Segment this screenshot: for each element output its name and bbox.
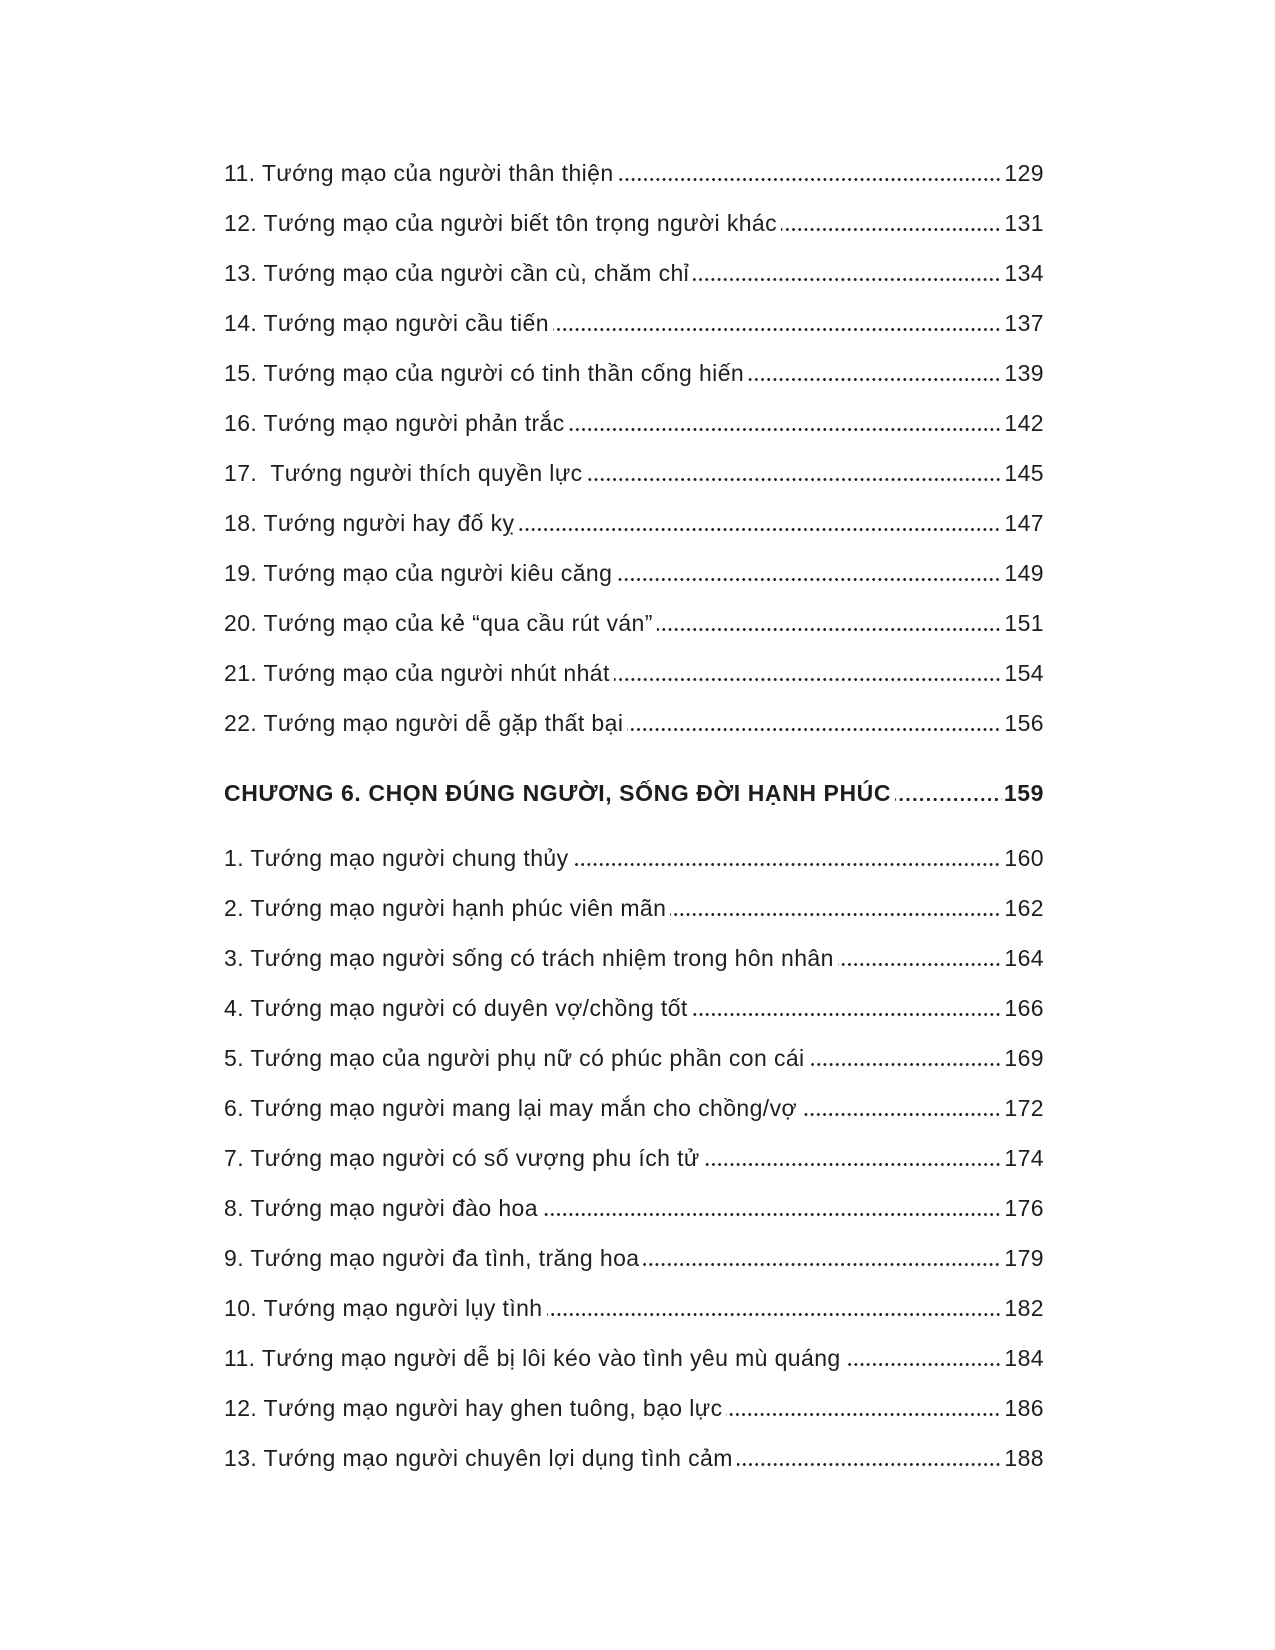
chapter-title: CHƯƠNG 6. CHỌN ĐÚNG NGƯỜI, SỐNG ĐỜI HẠNH PHÚC xyxy=(224,780,892,806)
toc-entry[interactable] xyxy=(224,406,1044,440)
toc-entry[interactable] xyxy=(224,1241,1044,1275)
toc-entry-page: 156 xyxy=(1004,710,1044,736)
toc-entry-page: 186 xyxy=(1004,1395,1044,1421)
toc-entry-page: 149 xyxy=(1004,560,1044,586)
toc-entry-page: 162 xyxy=(1004,895,1044,921)
toc-entry-page: 129 xyxy=(1004,160,1044,186)
toc-entry-title: 22. Tướng mạo người dễ gặp thất bại xyxy=(224,710,624,736)
dot-leader xyxy=(726,1413,1002,1416)
toc-entry-title: 12. Tướng mạo người hay ghen tuông, bạo lực xyxy=(224,1395,723,1421)
toc-entry-page: 160 xyxy=(1004,845,1044,871)
dot-leader xyxy=(614,678,1003,681)
dot-leader xyxy=(587,478,1003,481)
toc-entry[interactable] xyxy=(224,1091,1044,1125)
dot-leader xyxy=(801,1113,1002,1116)
toc-entry-title: 20. Tướng mạo của kẻ “qua cầu rút ván” xyxy=(224,610,653,636)
toc-entry-title: 19. Tướng mạo của người kiêu căng xyxy=(224,560,613,586)
dot-leader xyxy=(627,728,1002,731)
toc-entry-title: 7. Tướng mạo người có số vượng phu ích tử xyxy=(224,1145,700,1171)
toc-entry[interactable] xyxy=(224,156,1044,190)
toc-entry[interactable] xyxy=(224,1291,1044,1325)
dot-leader xyxy=(704,1163,1003,1166)
toc-entry-title: 2. Tướng mạo người hạnh phúc viên mãn xyxy=(224,895,667,921)
toc-entry-page: 169 xyxy=(1004,1045,1044,1071)
toc-entry-page: 142 xyxy=(1004,410,1044,436)
toc-entry[interactable] xyxy=(224,306,1044,340)
toc-entry-title: 21. Tướng mạo của người nhút nhát xyxy=(224,660,610,686)
dot-leader xyxy=(692,1013,1003,1016)
toc-entry[interactable] xyxy=(224,356,1044,390)
toc-entry[interactable] xyxy=(224,506,1044,540)
toc-entry-title: 11. Tướng mạo người dễ bị lôi kéo vào tình yêu mù quáng xyxy=(224,1345,841,1371)
toc-entry[interactable] xyxy=(224,656,1044,690)
toc-entry-title: 12. Tướng mạo của người biết tôn trọng người khác xyxy=(224,210,778,236)
toc-entry-title: 17. Tướng người thích quyền lực xyxy=(224,460,583,486)
toc-entry-page: 179 xyxy=(1004,1245,1044,1271)
toc-entry-title: 6. Tướng mạo người mang lại may mắn cho chồng/vợ xyxy=(224,1095,797,1121)
chapter-page: 159 xyxy=(1003,780,1044,806)
toc-entry[interactable] xyxy=(224,706,1044,740)
toc-entry[interactable] xyxy=(224,941,1044,975)
toc-entry-title: 5. Tướng mạo của người phụ nữ có phúc phần con cái xyxy=(224,1045,805,1071)
toc-entry-title: 15. Tướng mạo của người có tinh thần cống hiến xyxy=(224,360,745,386)
toc-entry-page: 145 xyxy=(1004,460,1044,486)
toc-entry-page: 182 xyxy=(1004,1295,1044,1321)
toc-chapter-heading[interactable] xyxy=(224,776,1044,810)
toc-entry[interactable] xyxy=(224,556,1044,590)
toc-entry-page: 139 xyxy=(1004,360,1044,386)
dot-leader xyxy=(809,1063,1003,1066)
toc-entry-title: 3. Tướng mạo người sống có trách nhiệm trong hôn nhân xyxy=(224,945,834,971)
toc-entry-page: 147 xyxy=(1004,510,1044,536)
toc-entry[interactable] xyxy=(224,1141,1044,1175)
toc-entry-title: 14. Tướng mạo người cầu tiến xyxy=(224,310,549,336)
dot-leader xyxy=(693,278,1002,281)
toc-entry[interactable] xyxy=(224,1041,1044,1075)
toc-entry-page: 176 xyxy=(1004,1195,1044,1221)
toc-entry[interactable] xyxy=(224,1191,1044,1225)
dot-leader xyxy=(553,328,1003,331)
toc-entry-title: 16. Tướng mạo người phản trắc xyxy=(224,410,565,436)
toc-entry[interactable] xyxy=(224,256,1044,290)
dot-leader xyxy=(542,1213,1003,1216)
dot-leader xyxy=(670,913,1002,916)
dot-leader xyxy=(781,228,1002,231)
dot-leader xyxy=(643,1263,1002,1266)
dot-leader xyxy=(572,863,1002,866)
toc-entry-page: 188 xyxy=(1004,1445,1044,1471)
toc-entry-page: 131 xyxy=(1004,210,1044,236)
dot-leader xyxy=(657,628,1003,631)
toc-entry-title: 8. Tướng mạo người đào hoa xyxy=(224,1195,538,1221)
toc-entry-title: 1. Tướng mạo người chung thủy xyxy=(224,845,569,871)
toc-entry-page: 151 xyxy=(1004,610,1044,636)
dot-leader xyxy=(569,428,1003,431)
dot-leader xyxy=(616,578,1002,581)
toc-entry[interactable] xyxy=(224,991,1044,1025)
toc-entry-page: 137 xyxy=(1004,310,1044,336)
toc-entry[interactable] xyxy=(224,1341,1044,1375)
toc-entry[interactable] xyxy=(224,891,1044,925)
toc-entry-page: 184 xyxy=(1004,1345,1044,1371)
dot-leader xyxy=(748,378,1002,381)
dot-leader xyxy=(895,798,1002,801)
toc-entry-page: 134 xyxy=(1004,260,1044,286)
dot-leader xyxy=(737,1463,1003,1466)
toc-entry-page: 174 xyxy=(1004,1145,1044,1171)
dot-leader xyxy=(838,963,1003,966)
toc-entry-title: 4. Tướng mạo người có duyên vợ/chồng tốt xyxy=(224,995,688,1021)
toc-entry-title: 13. Tướng mạo của người cần cù, chăm chỉ xyxy=(224,260,690,286)
toc-entry-page: 164 xyxy=(1004,945,1044,971)
toc-entry-title: 11. Tướng mạo của người thân thiện xyxy=(224,160,614,186)
dot-leader xyxy=(618,178,1003,181)
toc-entry[interactable] xyxy=(224,206,1044,240)
toc-entry[interactable] xyxy=(224,1391,1044,1425)
toc-entry[interactable] xyxy=(224,841,1044,875)
toc-entry-page: 172 xyxy=(1004,1095,1044,1121)
toc-entry[interactable] xyxy=(224,456,1044,490)
dot-leader xyxy=(845,1363,1003,1366)
toc-entry-title: 9. Tướng mạo người đa tình, trăng hoa xyxy=(224,1245,640,1271)
toc-entry[interactable] xyxy=(224,1441,1044,1475)
toc-entry[interactable] xyxy=(224,606,1044,640)
toc-entry-title: 10. Tướng mạo người lụy tình xyxy=(224,1295,543,1321)
toc-entry-title: 18. Tướng người hay đố kỵ xyxy=(224,510,515,536)
toc-entry-page: 154 xyxy=(1004,660,1044,686)
dot-leader xyxy=(518,528,1002,531)
toc-entry-page: 166 xyxy=(1004,995,1044,1021)
toc-entry-title: 13. Tướng mạo người chuyên lợi dụng tình cảm xyxy=(224,1445,733,1471)
dot-leader xyxy=(547,1313,1003,1316)
